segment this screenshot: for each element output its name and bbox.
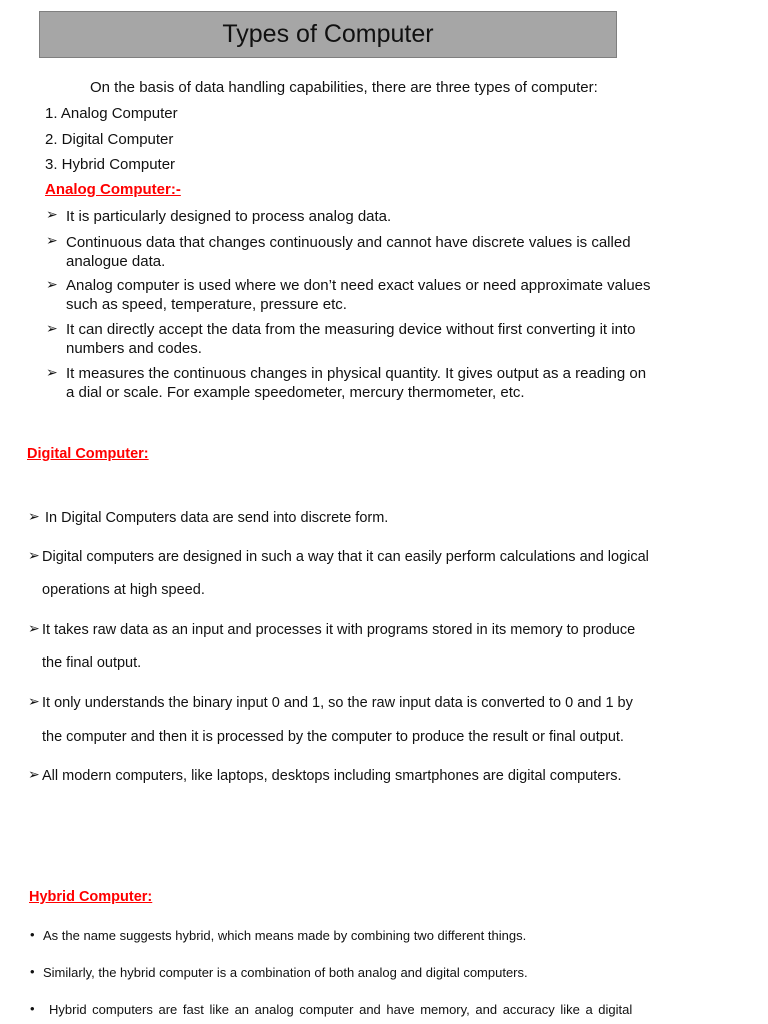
arrow-bullet-icon: ➢	[28, 508, 40, 524]
hybrid-bullet: Hybrid computers are fast like an analog computer and have memory, and accuracy like a digital	[49, 1002, 633, 1017]
digital-bullet: In Digital Computers data are send into discrete form.	[45, 510, 389, 526]
list-item: 2. Digital Computer	[45, 131, 174, 148]
hybrid-bullet: As the name suggests hybrid, which means made by combining two different things.	[43, 928, 527, 943]
page-title: Types of Computer	[39, 11, 617, 58]
arrow-bullet-icon: ➢	[28, 766, 40, 782]
dot-bullet-icon: •	[30, 927, 35, 942]
digital-bullet: Digital computers are designed in such a way that it can easily perform calculations and logical	[42, 549, 649, 565]
analog-bullet: Continuous data that changes continuously and cannot have discrete values is called analogue data.	[66, 234, 631, 270]
dot-bullet-icon: •	[30, 964, 35, 979]
analog-bullet: Analog computer is used where we don’t need exact values or need approximate values such as speed, temperature, pressure etc.	[66, 277, 651, 313]
arrow-bullet-icon: ➢	[28, 620, 40, 636]
analog-bullet: It is particularly designed to process analog data.	[66, 208, 392, 225]
arrow-bullet-icon: ➢	[46, 232, 58, 248]
dot-bullet-icon: •	[30, 1001, 35, 1016]
arrow-bullet-icon: ➢	[28, 693, 40, 709]
digital-bullet: It takes raw data as an input and processes it with programs stored in its memory to produce	[42, 622, 636, 638]
arrow-bullet-icon: ➢	[46, 320, 58, 336]
list-item: 1. Analog Computer	[45, 105, 178, 122]
arrow-bullet-icon: ➢	[46, 276, 58, 292]
hybrid-bullet: Similarly, the hybrid computer is a combination of both analog and digital computers.	[43, 965, 528, 980]
analog-bullet: It can directly accept the data from the measuring device without first converting it into numbers and codes.	[66, 321, 636, 357]
analog-heading: Analog Computer:-	[45, 181, 181, 198]
arrow-bullet-icon: ➢	[46, 364, 58, 380]
digital-bullet: It only understands the binary input 0 and 1, so the raw input data is converted to 0 and 1 by	[42, 695, 633, 711]
digital-bullet: All modern computers, like laptops, desktops including smartphones are digital computers.	[42, 768, 622, 784]
arrow-bullet-icon: ➢	[46, 206, 58, 222]
digital-bullet-continued: the computer and then it is processed by the computer to produce the result or final output.	[42, 729, 624, 745]
digital-heading: Digital Computer:	[27, 446, 149, 462]
digital-bullet-continued: the final output.	[42, 655, 142, 671]
list-item: 3. Hybrid Computer	[45, 156, 176, 173]
hybrid-heading: Hybrid Computer:	[29, 889, 153, 905]
intro-text: On the basis of data handling capabilities, there are three types of computer:	[90, 79, 598, 96]
digital-bullet-continued: operations at high speed.	[42, 582, 205, 598]
analog-bullet: It measures the continuous changes in physical quantity. It gives output as a reading on a dial or scale. For example speedometer, mercury thermometer, etc.	[66, 365, 647, 401]
arrow-bullet-icon: ➢	[28, 547, 40, 563]
